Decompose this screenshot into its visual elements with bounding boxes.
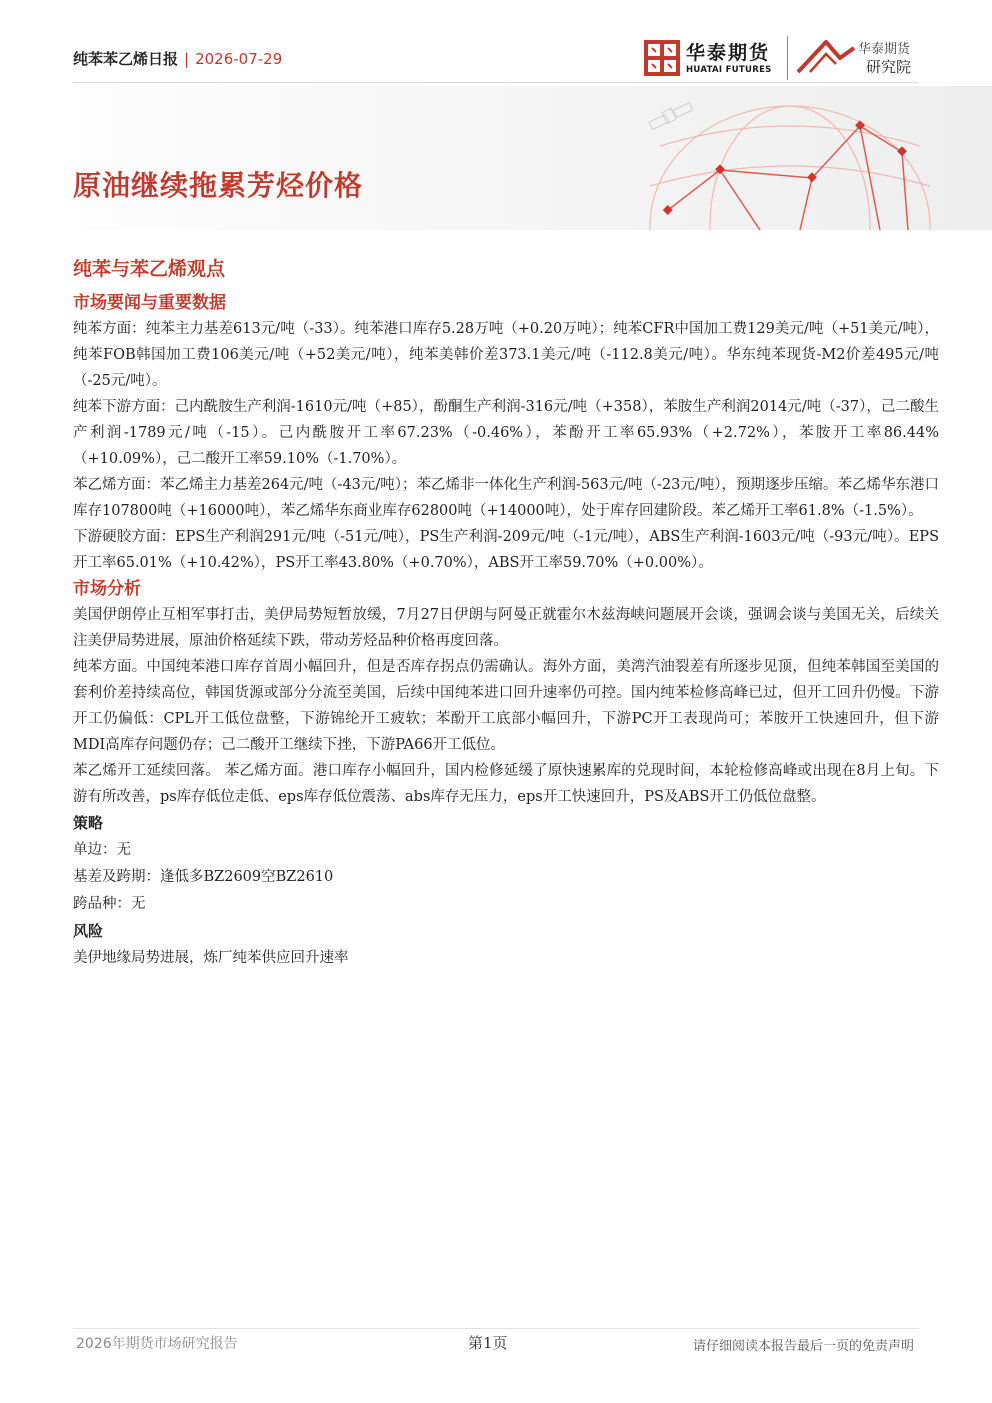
logo-divider <box>787 36 788 80</box>
report-header <box>73 48 282 69</box>
news-paragraph-benzene: 纯苯方面：纯苯主力基差613元/吨（-33）。纯苯港口库存5.28万吨（+0.20万吨）；纯苯CFR中国加工费129美元/吨（+51美元/吨），纯苯FOB韩国加工费106美元/吨（+52美元/吨），纯苯美韩价差373.1美元/吨（-112.8美元/吨）。华东纯苯现货-M2价差495元/吨（-25元/吨）。 <box>73 321 939 389</box>
satellite-icon <box>649 103 693 130</box>
strategy-basis-spread: 基差及跨期：逢低多BZ2609空BZ2610 <box>73 869 334 885</box>
institute-line2: 研究院 <box>866 58 912 76</box>
news-paragraph-hard-plastics: 下游硬胶方面：EPS生产利润291元/吨（-51元/吨），PS生产利润-209元/吨（-1元/吨），ABS生产利润-1603元/吨（-93元/吨）。EPS开工率65.01%（+10.42%），PS开工率43.80%（+0.70%），ABS开工率59.70%（+0.00%）。 <box>73 529 939 571</box>
huatai-emblem-icon <box>644 38 680 76</box>
network-globe-graphic <box>0 86 992 230</box>
news-paragraph-benzene-downstream: 纯苯下游方面：己内酰胺生产利润-1610元/吨（+85），酚酮生产利润-316元/吨（+358），苯胺生产利润2014元/吨（-37），己二酸生产利润-1789元/吨（-15）。己内酰胺开工率67.23%（-0.46%），苯酚开工率65.93%（+2.72%），苯胺开工率86.44%（+10.09%），己二酸开工率59.10%（-1.70%）。 <box>73 399 939 467</box>
strategy-heading: 策略 <box>73 814 104 832</box>
strategy-single-side: 单边：无 <box>73 842 131 858</box>
header-separator: | <box>184 50 190 68</box>
disclaimer-notice: 请仔细阅读本报告最后一页的免责声明 <box>692 1339 914 1354</box>
footer-divider <box>73 1328 919 1329</box>
risk-heading: 风险 <box>73 922 104 940</box>
company-name-cn: 华泰期货 <box>686 42 771 64</box>
report-date: 2026-07-29 <box>195 50 283 68</box>
research-institute-logo <box>796 36 926 80</box>
section-heading: 纯苯与苯乙烯观点 <box>73 258 226 280</box>
strategy-cross-product: 跨品种：无 <box>73 896 146 912</box>
report-body <box>73 256 939 972</box>
huatai-futures-logo <box>644 38 779 80</box>
title-banner <box>0 86 992 230</box>
company-name-en: HUATAI FUTURES <box>686 65 772 75</box>
page-title: 原油继续拖累芳烃价格 <box>73 169 364 202</box>
analysis-paragraph-crude: 美国伊朗停止互相军事打击，美伊局势短暂放缓，7月27日伊朗与阿曼正就霍尔木兹海峡问题展开会谈，强调会谈与美国无关，后续关注美伊局势进展，原油价格延续下跌，带动芳烃品种价格再度回落。 <box>73 607 939 649</box>
report-name: 纯苯苯乙烯日报 <box>73 50 179 68</box>
institute-swoosh-icon <box>796 36 856 76</box>
analysis-heading: 市场分析 <box>73 579 141 599</box>
risk-text: 美伊地缘局势进展，炼厂纯苯供应回升速率 <box>73 950 349 966</box>
header-divider <box>73 82 919 83</box>
footer-report-label: 2026年期货市场研究报告 <box>76 1336 238 1352</box>
institute-line1: 华泰期货 <box>858 42 911 57</box>
analysis-paragraph-benzene: 纯苯方面。中国纯苯港口库存首周小幅回升，但是否库存拐点仍需确认。海外方面，美湾汽油裂差有所逐步见顶，但纯苯韩国至美国的套利价差持续高位，韩国货源或部分分流至美国，后续中国纯苯进口回升速率仍可控。国内纯苯检修高峰已过，但开工回升仍慢。下游开工仍偏低：CPL开工低位盘整，下游锦纶开工疲软；苯酚开工底部小幅回升，下游PC开工表现尚可；苯胺开工快速回升，但下游MDI高库存问题仍存；己二酸开工继续下挫，下游PA66开工低位。 <box>73 659 939 753</box>
page-number: 第1页 <box>468 1334 508 1352</box>
news-heading: 市场要闻与重要数据 <box>73 293 226 313</box>
news-paragraph-styrene: 苯乙烯方面：苯乙烯主力基差264元/吨（-43元/吨）；苯乙烯非一体化生产利润-563元/吨（-23元/吨），预期逐步压缩。苯乙烯华东港口库存107800吨（+16000吨），苯乙烯华东商业库存62800吨（+14000吨），处于库存回建阶段。苯乙烯开工率61.8%（-1.5%）。 <box>73 477 939 519</box>
analysis-paragraph-styrene: 苯乙烯开工延续回落。 苯乙烯方面。港口库存小幅回升，国内检修延缓了原快速累库的兑现时间，本轮检修高峰或出现在8月上旬。下游有所改善，ps库存低位走低、eps库存低位震荡、abs库存无压力，eps开工快速回升，PS及ABS开工仍低位盘整。 <box>73 763 939 805</box>
